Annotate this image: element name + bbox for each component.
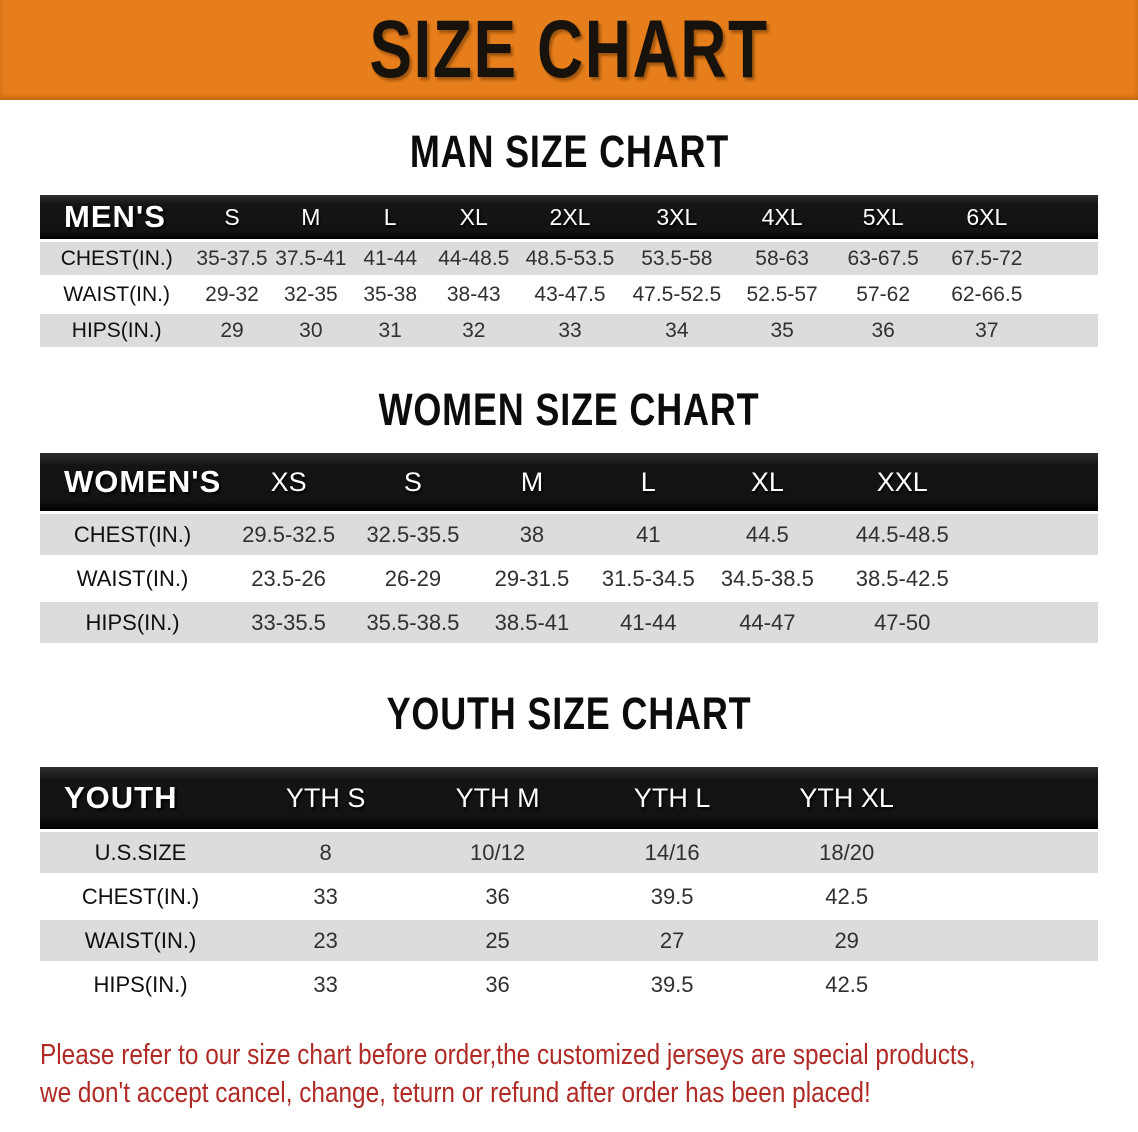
- size-value: 35-38: [351, 278, 429, 311]
- womens-size-table-container: [40, 450, 1098, 646]
- size-column-header: XL: [707, 453, 829, 511]
- youth-ussize-row: [40, 832, 1098, 873]
- size-value: 29: [193, 314, 270, 347]
- size-value: 52.5-57: [732, 278, 833, 311]
- disclaimer-line-1: Please refer to our size chart before order,the customized jerseys are special products,: [40, 1039, 976, 1071]
- size-value: 32: [429, 314, 518, 347]
- row-label: HIPS(IN.): [40, 964, 241, 1005]
- womens-hips-row: [40, 602, 1098, 643]
- size-value: 41-44: [351, 242, 429, 275]
- size-value: 44-48.5: [429, 242, 518, 275]
- mens-size-table-container: [40, 192, 1098, 350]
- mens-header-row: [40, 195, 1098, 239]
- size-value: 67.5-72: [934, 242, 1040, 275]
- size-value: 33-35.5: [225, 602, 352, 643]
- size-value: 35.5-38.5: [352, 602, 474, 643]
- spacer-cell: [934, 964, 1098, 1005]
- spacer-cell: [1040, 242, 1098, 275]
- spacer-cell: [934, 920, 1098, 961]
- row-label: WAIST(IN.): [40, 920, 241, 961]
- disclaimer-note: [40, 1036, 1138, 1112]
- size-value: 32-35: [271, 278, 351, 311]
- spacer-cell: [976, 602, 1098, 643]
- size-value: 44.5: [707, 514, 829, 555]
- women-size-chart-title-text: WOMEN SIZE CHART: [378, 384, 760, 435]
- size-column-header: XXL: [828, 453, 976, 511]
- size-value: 38.5-42.5: [828, 558, 976, 599]
- size-value: 33: [241, 876, 410, 917]
- size-value: 63-67.5: [832, 242, 934, 275]
- womens-waist-row: [40, 558, 1098, 599]
- youth-size-chart-title-text: YOUTH SIZE CHART: [386, 688, 752, 739]
- size-value: 38: [474, 514, 590, 555]
- size-value: 18/20: [759, 832, 934, 873]
- spacer-cell: [976, 558, 1098, 599]
- size-value: 44-47: [707, 602, 829, 643]
- size-column-header: M: [474, 453, 590, 511]
- size-value: 33: [241, 964, 410, 1005]
- row-label: CHEST(IN.): [40, 876, 241, 917]
- youth-hips-row: [40, 964, 1098, 1005]
- size-value: 37: [934, 314, 1040, 347]
- size-value: 31.5-34.5: [590, 558, 706, 599]
- mens-header-label: MEN'S: [40, 195, 193, 239]
- size-value: 62-66.5: [934, 278, 1040, 311]
- size-value: 43-47.5: [518, 278, 622, 311]
- womens-header-row: [40, 453, 1098, 511]
- mens-hips-row: [40, 314, 1098, 347]
- youth-waist-row: [40, 920, 1098, 961]
- size-value: 58-63: [732, 242, 833, 275]
- row-label: HIPS(IN.): [40, 602, 225, 643]
- size-value: 30: [271, 314, 351, 347]
- size-chart-banner: [0, 0, 1138, 100]
- mens-chest-row: [40, 242, 1098, 275]
- size-value: 34.5-38.5: [707, 558, 829, 599]
- size-value: 36: [410, 964, 585, 1005]
- size-value: 42.5: [759, 964, 934, 1005]
- size-value: 29.5-32.5: [225, 514, 352, 555]
- size-column-header: L: [351, 195, 429, 239]
- women-size-chart-title: [0, 386, 1138, 434]
- size-value: 35: [732, 314, 833, 347]
- spacer-cell: [976, 453, 1098, 511]
- size-value: 44.5-48.5: [828, 514, 976, 555]
- size-value: 36: [410, 876, 585, 917]
- youth-chest-row: [40, 876, 1098, 917]
- youth-header-label: YOUTH: [40, 767, 241, 829]
- mens-waist-row: [40, 278, 1098, 311]
- size-value: 23.5-26: [225, 558, 352, 599]
- size-value: 57-62: [832, 278, 934, 311]
- size-value: 26-29: [352, 558, 474, 599]
- size-value: 41-44: [590, 602, 706, 643]
- size-value: 35-37.5: [193, 242, 270, 275]
- size-column-header: 3XL: [622, 195, 732, 239]
- womens-header-label: WOMEN'S: [40, 453, 225, 511]
- size-column-header: YTH M: [410, 767, 585, 829]
- disclaimer-line-2: we don't accept cancel, change, teturn or refund after order has been placed!: [40, 1077, 871, 1109]
- spacer-cell: [1040, 195, 1098, 239]
- spacer-cell: [934, 767, 1098, 829]
- size-value: 8: [241, 832, 410, 873]
- size-value: 32.5-35.5: [352, 514, 474, 555]
- size-column-header: M: [271, 195, 351, 239]
- size-value: 10/12: [410, 832, 585, 873]
- size-column-header: XS: [225, 453, 352, 511]
- size-value: 42.5: [759, 876, 934, 917]
- man-size-chart-title: [0, 128, 1138, 176]
- row-label: CHEST(IN.): [40, 514, 225, 555]
- size-value: 48.5-53.5: [518, 242, 622, 275]
- row-label: U.S.SIZE: [40, 832, 241, 873]
- size-column-header: 2XL: [518, 195, 622, 239]
- size-value: 29-32: [193, 278, 270, 311]
- row-label: CHEST(IN.): [40, 242, 193, 275]
- size-value: 36: [832, 314, 934, 347]
- spacer-cell: [1040, 278, 1098, 311]
- spacer-cell: [976, 514, 1098, 555]
- youth-size-table: [40, 764, 1098, 1008]
- size-column-header: YTH XL: [759, 767, 934, 829]
- size-value: 29-31.5: [474, 558, 590, 599]
- size-value: 37.5-41: [271, 242, 351, 275]
- size-column-header: YTH S: [241, 767, 410, 829]
- size-column-header: 4XL: [732, 195, 833, 239]
- size-column-header: L: [590, 453, 706, 511]
- size-value: 31: [351, 314, 429, 347]
- size-value: 34: [622, 314, 732, 347]
- spacer-cell: [1040, 314, 1098, 347]
- size-value: 25: [410, 920, 585, 961]
- youth-size-chart-title: [0, 690, 1138, 738]
- size-column-header: YTH L: [585, 767, 760, 829]
- size-value: 41: [590, 514, 706, 555]
- youth-size-table-container: [40, 764, 1098, 1008]
- size-value: 38-43: [429, 278, 518, 311]
- size-column-header: 6XL: [934, 195, 1040, 239]
- size-value: 29: [759, 920, 934, 961]
- size-value: 47.5-52.5: [622, 278, 732, 311]
- size-value: 14/16: [585, 832, 760, 873]
- size-value: 23: [241, 920, 410, 961]
- womens-size-table: [40, 450, 1098, 646]
- size-value: 47-50: [828, 602, 976, 643]
- row-label: WAIST(IN.): [40, 278, 193, 311]
- row-label: WAIST(IN.): [40, 558, 225, 599]
- man-size-chart-title-text: MAN SIZE CHART: [409, 126, 729, 177]
- youth-header-row: [40, 767, 1098, 829]
- size-column-header: XL: [429, 195, 518, 239]
- size-column-header: S: [193, 195, 270, 239]
- size-column-header: 5XL: [832, 195, 934, 239]
- spacer-cell: [934, 876, 1098, 917]
- spacer-cell: [934, 832, 1098, 873]
- row-label: HIPS(IN.): [40, 314, 193, 347]
- size-value: 38.5-41: [474, 602, 590, 643]
- womens-chest-row: [40, 514, 1098, 555]
- size-value: 33: [518, 314, 622, 347]
- size-value: 39.5: [585, 876, 760, 917]
- banner-title: SIZE CHART: [369, 4, 769, 95]
- size-value: 27: [585, 920, 760, 961]
- size-value: 39.5: [585, 964, 760, 1005]
- mens-size-table: [40, 192, 1098, 350]
- size-value: 53.5-58: [622, 242, 732, 275]
- size-column-header: S: [352, 453, 474, 511]
